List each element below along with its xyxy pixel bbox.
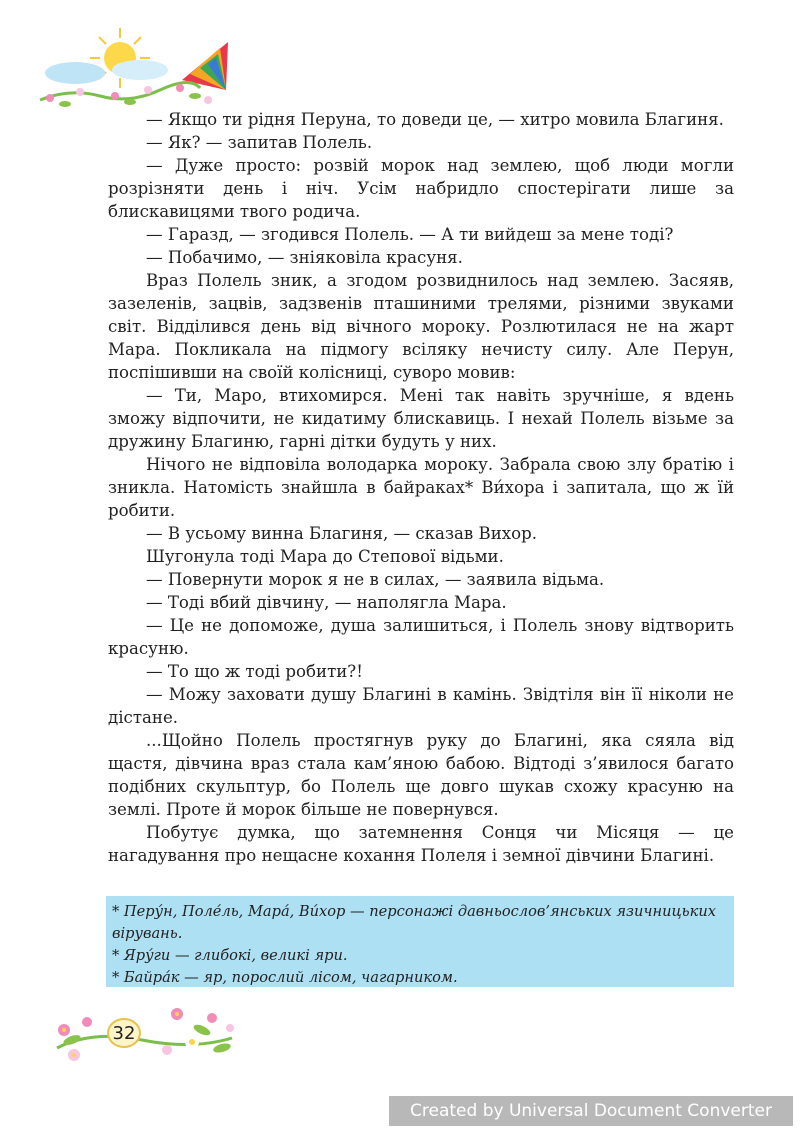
paragraph: — Можу заховати душу Благині в камінь. Звідтіля він її ніколи не дістане.	[108, 685, 734, 727]
paragraph: — Як? — запитав Полель.	[146, 133, 373, 152]
page-number: 32	[107, 1018, 141, 1048]
flowers-decoration-icon	[52, 1000, 237, 1065]
paragraph: — В усьому винна Благиня, — сказав Вихор.	[146, 524, 537, 543]
paragraph: — Якщо ти рідня Перуна, то доведи це, — хитро мовила Благиня.	[146, 110, 724, 129]
footnote: * Перу́н, Поле́ль, Мара́, Ви́хор — персонажі давньослов’янських язичницьких вірувань.	[112, 903, 716, 942]
footnote: * Байра́к — яр, порослий лісом, чагарником.	[112, 969, 458, 986]
paragraph: Враз Полель зник, а згодом розвиднилось над землею. Засяяв, зазеленів, зацвів, задзвенів пташиними трелями, різними звуками світ. Відділився день від вічного мороку. Розлютилася не на жарт Мара. Покликала на підмогу всіляку нечисту силу. Але Перун, поспішивши на своїй колісниці, суворо мовив:	[108, 271, 734, 382]
paragraph: — Це не допоможе, душа залишиться, і Полель знову відтворить красуню.	[108, 616, 734, 658]
footnote: * Яру́ги — глибокі, великі яри.	[112, 947, 348, 964]
sun-kite-decoration-icon	[30, 28, 240, 118]
story-text	[108, 108, 734, 867]
paragraph: — Побачимо, — зніяковіла красуня.	[146, 248, 463, 267]
paragraph: — Ти, Маро, втихомирся. Мені так навіть зручніше, я вдень зможу відпочити, не кидатиму блискавиць. І нехай Полель візьме за дружину Благиню, гарні дітки будуть у них.	[108, 386, 734, 451]
paragraph: — Гаразд, — згодився Полель. — А ти вийдеш за мене тоді?	[146, 225, 674, 244]
paragraph: ...Щойно Полель простягнув руку до Благині, яка сяяла від щастя, дівчина враз стала кам’яною бабою. Відтоді з’явилося багато подібних скульптур, бо Полель ще довго шукав схожу красуню на землі. Проте й морок більше не повернувся.	[108, 731, 734, 819]
paragraph: — Повернути морок я не в силах, — заявила відьма.	[146, 570, 605, 589]
footnotes-box	[106, 896, 734, 987]
watermark: Created by Universal Document Converter	[389, 1096, 793, 1126]
paragraph: — Тоді вбий дівчину, — наполягла Мара.	[146, 593, 507, 612]
paragraph: Шугонула тоді Мара до Степової відьми.	[146, 547, 504, 566]
paragraph: Побутує думка, що затемнення Сонця чи Місяця — це нагадування про нещасне кохання Полеля і земної дівчини Благині.	[108, 823, 734, 865]
paragraph: — То що ж тоді робити?!	[146, 662, 363, 681]
paragraph: — Дуже просто: розвій морок над землею, щоб люди могли розрізняти день і ніч. Усім набридло спостерігати лише за блискавицями твого родича.	[108, 156, 734, 221]
paragraph: Нічого не відповіла володарка мороку. Забрала свою злу братію і зникла. Натомість знайшла в байраках* Ви́хора і запитала, що ж їй робити.	[108, 455, 734, 520]
